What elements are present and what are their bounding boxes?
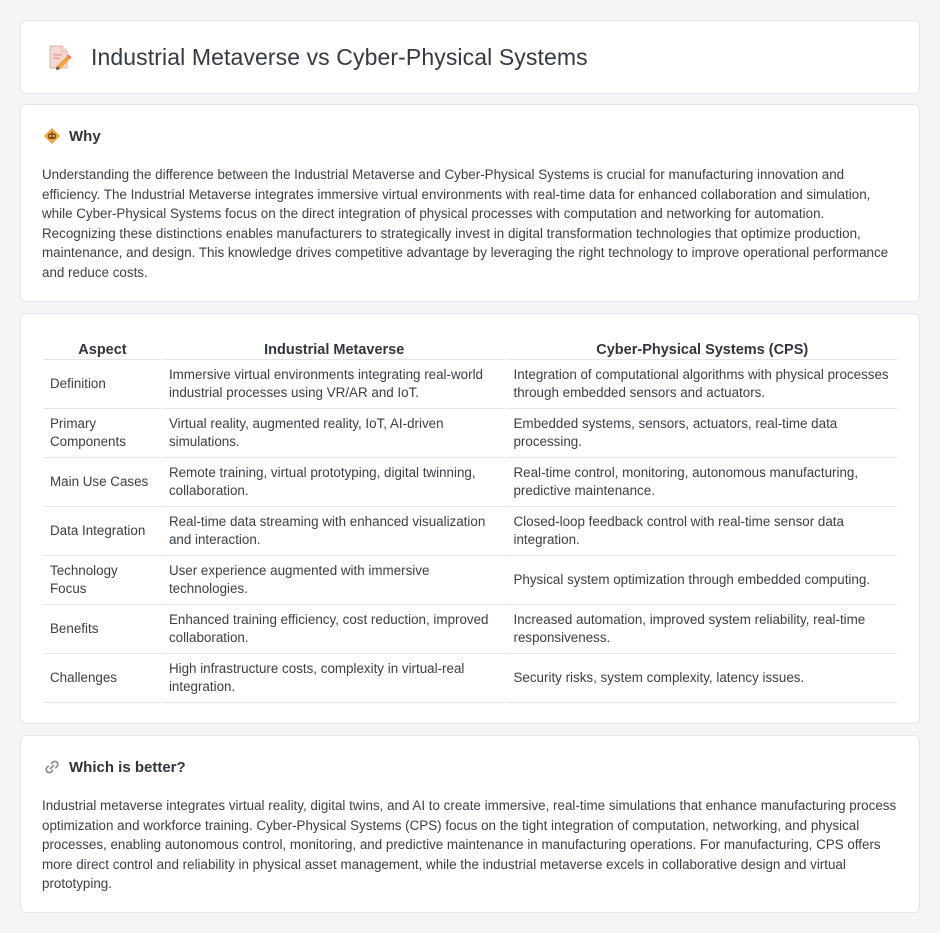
better-text: Industrial metaverse integrates virtual reality, digital twins, and AI to create immersive, real-time simulations that enhance manufacturing process optimization and workforce training. Cyber-Physical Systems (CPS) focus on the tight integration of computation, networking, and physical processes, enabling autonomous control, monitoring, and predictive maintenance in manufacturing operations. For manufacturing, CPS offers more direct control and reliability in physical asset management, while the industrial metaverse excels in collaborative design and virtual prototyping. bbox=[42, 798, 897, 891]
header-industrial-metaverse: Industrial Metaverse bbox=[163, 336, 506, 360]
which-is-better-card bbox=[20, 735, 920, 913]
why-title: Why bbox=[69, 127, 101, 145]
row-cps-cell: Increased automation, improved system reliability, real-time responsiveness. bbox=[507, 605, 897, 654]
header-card bbox=[20, 20, 920, 94]
table-header-row bbox=[44, 336, 897, 360]
row-aspect: Challenges bbox=[44, 654, 161, 703]
row-aspect: Definition bbox=[44, 360, 161, 409]
row-metaverse-cell: User experience augmented with immersive technologies. bbox=[163, 556, 506, 605]
header-cps: Cyber-Physical Systems (CPS) bbox=[507, 336, 897, 360]
page-title: Industrial Metaverse vs Cyber-Physical Systems bbox=[91, 43, 588, 70]
why-card bbox=[20, 104, 920, 302]
row-metaverse-cell: Remote training, virtual prototyping, digital twinning, collaboration. bbox=[163, 458, 506, 507]
row-cps-cell: Physical system optimization through embedded computing. bbox=[507, 556, 897, 605]
comparison-table bbox=[42, 336, 899, 703]
why-heading bbox=[43, 127, 101, 145]
row-aspect: Data Integration bbox=[44, 507, 161, 556]
row-aspect: Primary Components bbox=[44, 409, 161, 458]
table-row bbox=[44, 409, 897, 458]
table-row bbox=[44, 556, 897, 605]
row-metaverse-cell: High infrastructure costs, complexity in virtual-real integration. bbox=[163, 654, 506, 703]
row-cps-cell: Integration of computational algorithms with physical processes through embedded sensors and actuators. bbox=[507, 360, 897, 409]
row-aspect: Benefits bbox=[44, 605, 161, 654]
row-cps-cell: Embedded systems, sensors, actuators, real-time data processing. bbox=[507, 409, 897, 458]
table-row bbox=[44, 507, 897, 556]
row-metaverse-cell: Immersive virtual environments integrating real-world industrial processes using VR/AR and IoT. bbox=[163, 360, 506, 409]
table-row bbox=[44, 360, 897, 409]
link-icon bbox=[43, 758, 61, 776]
table-row bbox=[44, 605, 897, 654]
row-aspect: Technology Focus bbox=[44, 556, 161, 605]
better-heading bbox=[43, 758, 186, 776]
row-metaverse-cell: Enhanced training efficiency, cost reduction, improved collaboration. bbox=[163, 605, 506, 654]
header-aspect: Aspect bbox=[44, 336, 161, 360]
row-aspect: Main Use Cases bbox=[44, 458, 161, 507]
row-metaverse-cell: Real-time data streaming with enhanced visualization and interaction. bbox=[163, 507, 506, 556]
better-title: Which is better? bbox=[69, 758, 186, 776]
why-text: Understanding the difference between the Industrial Metaverse and Cyber-Physical Systems is crucial for manufacturing innovation and efficiency. The Industrial Metaverse integrates immersive virtual environments with real-time data for enhanced collaboration and simulation, while Cyber-Physical Systems focus on the direct integration of physical processes with computation and networking for automation. Recognizing these distinctions enables manufacturers to strategically invest in digital transformation technologies that optimize production, maintenance, and design. This knowledge drives competitive advantage by leveraging the right technology to improve operational performance and reduce costs. bbox=[42, 167, 889, 280]
document-pencil-icon bbox=[45, 43, 73, 71]
row-metaverse-cell: Virtual reality, augmented reality, IoT, AI-driven simulations. bbox=[163, 409, 506, 458]
row-cps-cell: Closed-loop feedback control with real-time sensor data integration. bbox=[507, 507, 897, 556]
table-row bbox=[44, 458, 897, 507]
title-row bbox=[45, 43, 588, 71]
row-cps-cell: Real-time control, monitoring, autonomous manufacturing, predictive maintenance. bbox=[507, 458, 897, 507]
table-row bbox=[44, 654, 897, 703]
row-cps-cell: Security risks, system complexity, latency issues. bbox=[507, 654, 897, 703]
robot-icon bbox=[43, 127, 61, 145]
comparison-table-card bbox=[20, 313, 920, 724]
